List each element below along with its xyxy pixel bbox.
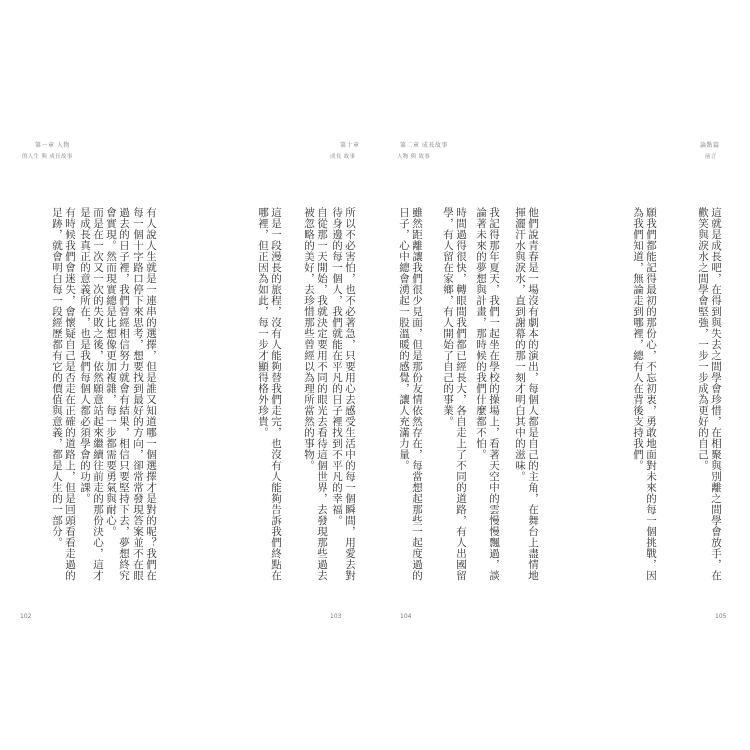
text-column: 所以不必害怕，也不必著急，只要用心去感受生活中的每一個瞬間，用愛去對待身邊的每一個人，我們就能在平凡的日子裡找到不平凡的幸福。 [331,207,356,581]
text-column: 自從那一天開始，我就決定要用不同的眼光去看待這個世界，去發現那些過去被忽略的美好，去珍惜那些曾經以為理所當然的事物。 [303,207,328,581]
page-number-right: 105 [715,613,727,620]
right-page [375,0,750,750]
running-header-right: 第十章 [340,142,360,149]
text-column: 有時候我們會迷失，會懷疑自己是否走在正確的道路上，但是回頭看看走過的足跡，就會明白每一段經歷都有它的價值與意義，都是人生的一部分。 [51,207,76,581]
page-number-left: 104 [400,613,412,620]
text-column: 我記得那年夏天，我們一起坐在學校的操場上，看著天空中的雲慢慢飄過，談論著未來的夢想與計畫，那時候的我們什麼都不怕。 [475,207,500,581]
page-number-left: 102 [20,613,32,620]
text-column: 他們說青春是一場沒有劇本的演出，每個人都是自己的主角，在舞台上盡情地揮灑汗水與淚水，直到謝幕的那一刻才明白其中的滋味。 [514,207,539,581]
text-column: 有人說人生就是一連串的選擇，但是誰又知道哪一個選擇才是對的呢？我們在每一個十字路口停下來思考，想要找到最好的方向，卻常常發現答案並不在眼 [132,207,157,581]
running-header-left: 第二章 成長故事 [400,142,448,149]
text-column: 雖然距離讓我們很少見面，但是那份友情依然存在，每當想起那些一起度過的日子，心中總會湧起一股溫暖的感覺，讓人充滿力量。 [398,207,423,581]
text-column: 時間過得很快，轉眼間我們都已經長大，各自走上了不同的道路，有人出國留學，有人留在家鄉，有人開始了自己的事業。 [442,207,467,581]
text-column: 而是在一次又一次的失敗之後，依然願意站起來繼續往前走的那份決心，這才是成長真正的意義所在，也是我們每個人都必須學會的功課。 [79,207,104,581]
text-column: 願我們都能記得最初的那份心，不忘初衷，勇敢地面對未來的每一個挑戰，因為我們知道，無論走到哪裡，總有人在背後支持我們。 [632,207,657,581]
running-subheader-left: 的人生 與 成長故事 [22,154,73,160]
running-subheader-right: 前言 [705,154,717,160]
text-column: 這是一段漫長的旅程，沒有人能夠替我們走完，也沒有人能夠告訴我們終點在哪裡，但正因為如此，每一步才顯得格外珍貴。 [257,207,282,581]
text-column: 這就是成長吧，在得到與失去之間學會珍惜，在相聚與別離之間學會放手，在歡笑與淚水之間學會堅強，一步一步成為更好的自己。 [697,207,722,581]
running-subheader-left: 人物 與 故事 [397,154,431,160]
running-subheader-right: 成長 故事 [330,154,356,160]
running-header-left: 第一章 人物 [35,142,70,149]
page-number-right: 103 [330,613,342,620]
text-column: 過去的日子裡，我們曾經相信努力就會有結果，相信只要堅持下去，夢想終究會實現。然而現實總是比想像更加複雜，每一步都需要勇氣與耐心。 [105,207,130,581]
running-header-right: 論點篇 [700,142,720,149]
